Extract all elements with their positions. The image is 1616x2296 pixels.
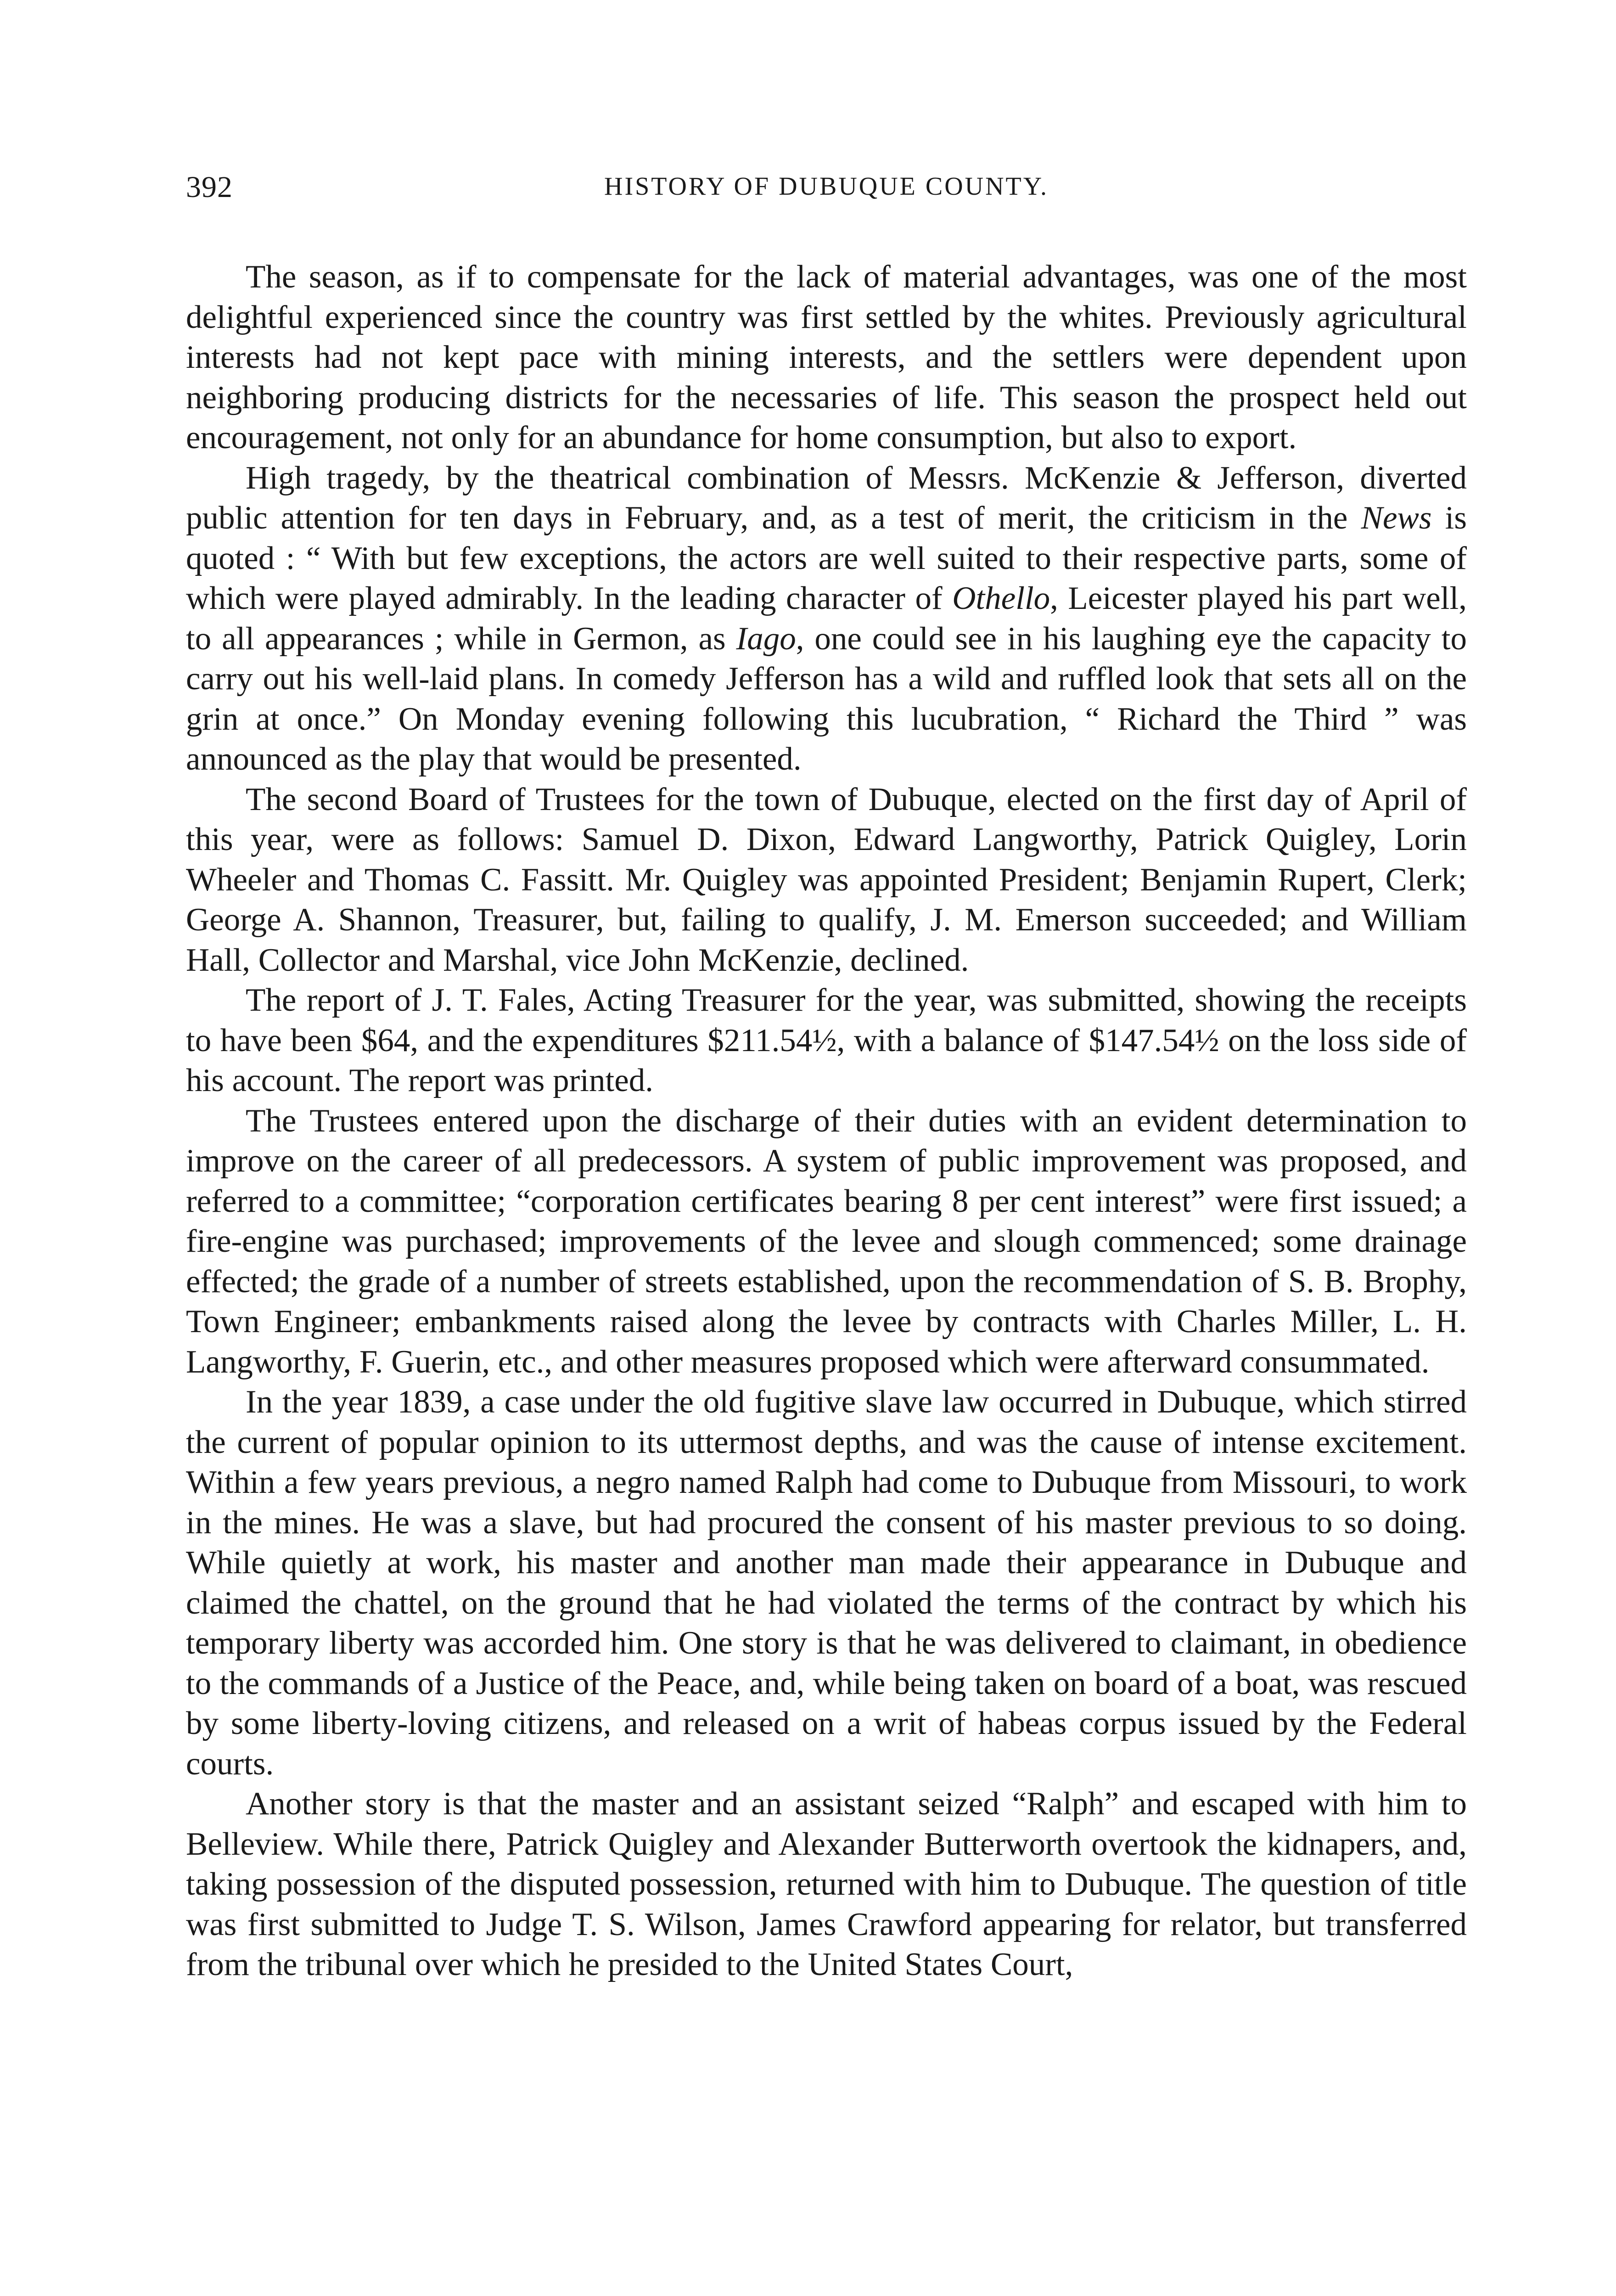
page-number: 392 bbox=[186, 170, 233, 204]
paragraph-slave-case: In the year 1839, a case under the old fugitive slave law occurred in Dubuque, which stirred the current of popular opinion to its uttermost depths, and was the cause of intense excitement. Within a few years previous, a negro named Ralph had come to Dubuque from Missouri, to work in the mines. He was a slave, but had procured the consent of his master previous to so doing. While quietly at work, his master and another man made their appearance in Dubuque and claimed the chattel, on the ground that he had violated the terms of the contract by which his temporary liberty was accorded him. One story is that he was delivered to claimant, in obedience to the commands of a Justice of the Peace, and, while being taken on board of a boat, was rescued by some liberty-loving citizens, and released on a writ of habeas corpus issued by the Federal courts. bbox=[186, 1384, 1467, 1782]
book-page bbox=[186, 170, 1467, 1985]
paragraph-treasurer-report: The report of J. T. Fales, Acting Treasurer for the year, was submitted, showing the receipts to have been $64, and the expenditures $211.54½, with a balance of $147.54½ on the loss side of his account. The report was printed. bbox=[186, 982, 1467, 1098]
paragraph-tragedy-part-2: is quoted : “ With but few exceptions, the actors are well suited to their respective parts, some of which were played admirably. In the leading character of bbox=[186, 500, 1467, 616]
paragraph-season: The season, as if to compensate for the lack of material advantages, was one of the most delightful experienced since the country was first settled by the whites. Previously agricultural interests had not kept pace with mining interests, and the settlers were dependent upon neighboring producing districts for the necessaries of life. This season the prospect held out encouragement, not only for an abundance for home consumption, but also to export. bbox=[186, 259, 1467, 456]
paragraph-improvements: The Trustees entered upon the discharge of their duties with an evident determination to improve on the career of all predecessors. A system of public improvement was proposed, and referred to a committee; “corporation certificates bearing 8 per cent interest” were first issued; a fire-engine was purchased; improvements of the levee and slough commenced; some drainage effected; the grade of a number of streets established, upon the recommendation of S. B. Brophy, Town Engineer; embankments raised along the levee by contracts with Charles Miller, L. H. Langworthy, F. Guerin, etc., and other measures proposed which were afterward consummated. bbox=[186, 1103, 1467, 1380]
running-header bbox=[186, 170, 1467, 207]
paragraph-another-story: Another story is that the master and an assistant seized “Ralph” and escaped with him to Belleview. While there, Patrick Quigley and Alexander Butterworth overtook the kidnapers, and, taking possession of the disputed possession, returned with him to Dubuque. The question of title was first submitted to Judge T. S. Wilson, James Crawford appearing for relator, but transferred from the tribunal over which he presided to the United States Court, bbox=[186, 1786, 1467, 1982]
paragraph-tragedy-part-3: , Leicester played his part well, to all appearances ; while in Germon, as bbox=[186, 580, 1467, 657]
paragraph-trustees: The second Board of Trustees for the town of Dubuque, elected on the first day of April of this year, were as follows: Samuel D. Dixon, Edward Langworthy, Patrick Quigley, Lorin Wheeler and Thomas C. Fassitt. Mr. Quigley was appointed President; Benjamin Rupert, Clerk; George A. Shannon, Treasurer, but, failing to qualify, J. M. Emerson succeeded; and William Hall, Collector and Marshal, vice John McKenzie, declined. bbox=[186, 781, 1467, 978]
paragraph-tragedy bbox=[186, 458, 1467, 780]
character-name: Iago bbox=[736, 620, 796, 657]
newspaper-title: News bbox=[1361, 500, 1432, 536]
running-title: HISTORY OF DUBUQUE COUNTY. bbox=[604, 172, 1049, 201]
play-title: Othello bbox=[952, 580, 1050, 616]
paragraph-tragedy-part-1: High tragedy, by the theatrical combination of Messrs. McKenzie & Jefferson, diverted public attention for ten days in February, and, as a test of merit, the criticism in the bbox=[186, 460, 1467, 536]
paragraph-tragedy-part-4: , one could see in his laughing eye the capacity to carry out his well-laid plans. In comedy Jefferson has a wild and ruffled look that sets all on the grin at once.” On Monday evening following this lucubration, “ Richard the Third ” was announced as the play that would be presented. bbox=[186, 620, 1467, 777]
